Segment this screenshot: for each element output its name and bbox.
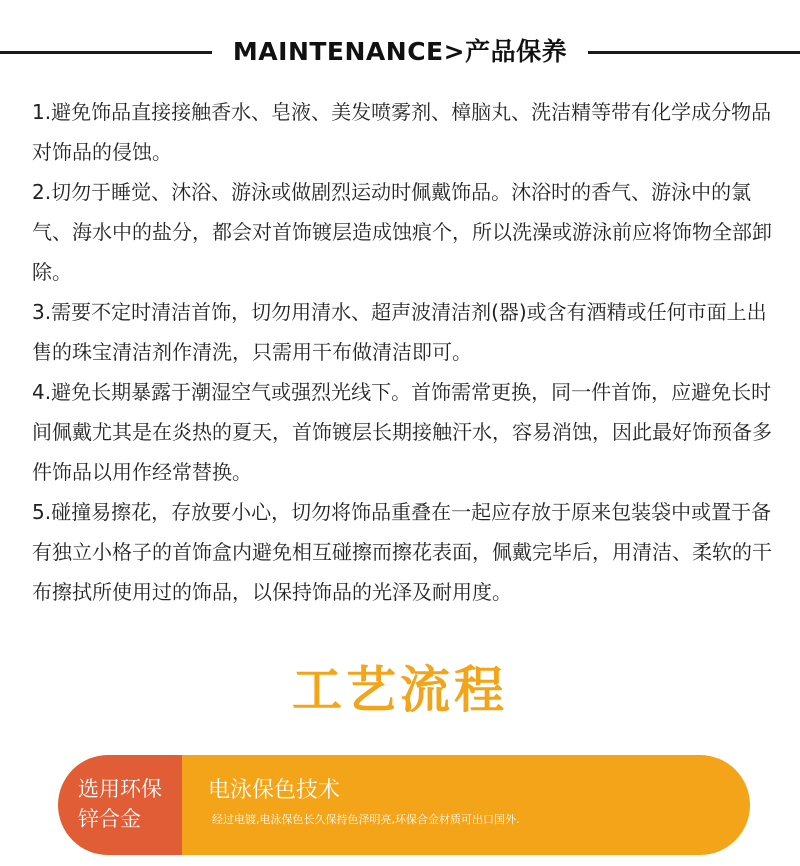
maintenance-item-2: 2.切勿于睡觉、沐浴、游泳或做剧烈运动时佩戴饰品。沐浴时的香气、游泳中的氯气、海水中的盐分，都会对首饰镀层造成蚀痕个，所以洗澡或游泳前应将饰物全部卸除。 — [32, 180, 772, 284]
maintenance-item-1: 1.避免饰品直接接触香水、皂液、美发喷雾剂、樟脑丸、洗洁精等带有化学成分物品对饰品的侵蚀。 — [32, 100, 772, 164]
maintenance-item-5: 5.碰撞易擦花，存放要小心，切勿将饰品重叠在一起应存放于原来包装袋中或置于备有独立小格子的首饰盒内避免相互碰擦而擦花表面，佩戴完毕后，用清洁、柔软的干布擦拭所使用过的饰品，以保持饰品的光泽及耐用度。 — [32, 500, 772, 604]
section-header — [0, 24, 800, 80]
section-title: MAINTENANCE>产品保养 — [232, 37, 568, 66]
maintenance-list — [32, 92, 772, 612]
feature-title: 电泳保色技术 — [208, 778, 341, 803]
process-banner — [58, 755, 750, 855]
header-divider-right — [588, 51, 800, 54]
header-divider-left — [0, 51, 212, 54]
maintenance-item-4: 4.避免长期暴露于潮湿空气或强烈光线下。首饰需常更换，同一件首饰，应避免长时间佩戴尤其是在炎热的夏天，首饰镀层长期接触汗水，容易消蚀，因此最好饰预备多件饰品以用作经常替换。 — [32, 380, 772, 484]
feature-description: 经过电镀,电泳保色长久保持色泽明亮,环保合金材质可出口国外. — [212, 813, 520, 826]
maintenance-item-3: 3.需要不定时清洁首饰，切勿用清水、超声波清洁剂(器)或含有酒精或任何市面上出售的珠宝清洁剂作清洗，只需用干布做清洁即可。 — [32, 300, 767, 364]
process-title: 工艺流程 — [292, 661, 508, 719]
banner-left-block — [58, 755, 182, 855]
material-label: 选用环保锌合金 — [78, 777, 162, 831]
banner-background — [58, 755, 750, 855]
